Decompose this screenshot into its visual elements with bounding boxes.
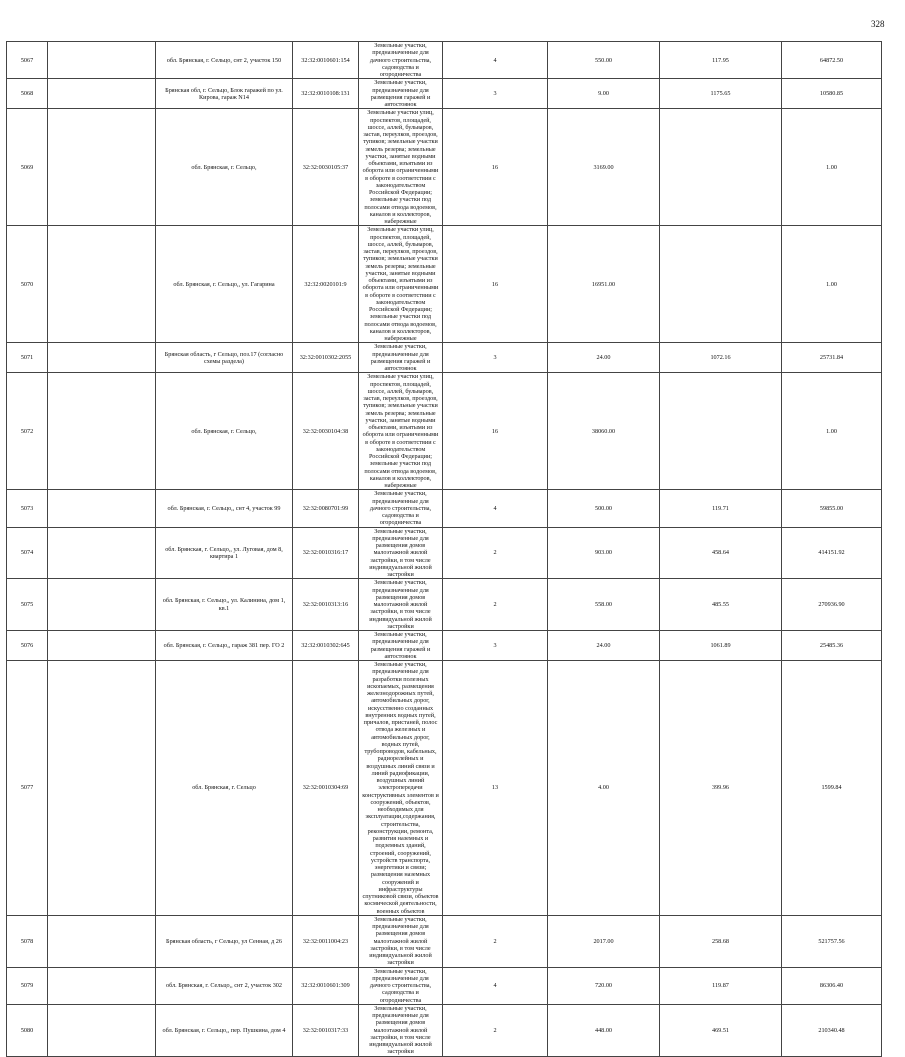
- blank-cell: [48, 631, 156, 661]
- blank-cell: [48, 79, 156, 109]
- land-use-purpose-cell: Земельные участки улиц, проспектов, площадей, шоссе, аллей, бульваров, застав, переулков, проездов, тупиков; земельные участки земель резерва; земельные участки, занятые водными объектами, изъятыми из оборота или ограниченными в обороте в соответствии с законодательством Российской Федерации; земельные участки под полосами отвода водоемов, каналов и коллекторов, набережные: [359, 109, 443, 226]
- blank-cell: [48, 967, 156, 1004]
- page-number: 328: [871, 19, 885, 29]
- specific-value-cell: 485.55: [660, 579, 782, 631]
- cadastral-value-cell: 1.00: [782, 226, 882, 343]
- cadastral-value-cell: 1.00: [782, 109, 882, 226]
- table-row: [7, 79, 882, 109]
- address-cell: обл. Брянская, г. Сельцо,, ул. Калинина, дом 1, кв.1: [156, 579, 293, 631]
- area-cell: 38060.00: [548, 373, 660, 490]
- group-number-cell: 4: [443, 490, 548, 527]
- area-cell: 903.00: [548, 527, 660, 579]
- table-row: [7, 226, 882, 343]
- group-number-cell: 2: [443, 1004, 548, 1056]
- cadastral-value-cell: 10580.85: [782, 79, 882, 109]
- table-row: [7, 109, 882, 226]
- land-use-purpose-cell: Земельные участки, предназначенные для размещения гаражей и автостоянок: [359, 79, 443, 109]
- area-cell: 4.00: [548, 661, 660, 916]
- specific-value-cell: 469.51: [660, 1004, 782, 1056]
- specific-value-cell: 1175.65: [660, 79, 782, 109]
- cadastral-number-cell: 32:32:0010302:2055: [293, 343, 359, 373]
- land-use-purpose-cell: Земельные участки, предназначенные для дачного строительства, садоводства и огородничества: [359, 967, 443, 1004]
- area-cell: 2017.00: [548, 915, 660, 967]
- address-cell: обл. Брянская, г. Сельцо,, пер. Пушкина, дом 4: [156, 1004, 293, 1056]
- group-number-cell: 16: [443, 373, 548, 490]
- land-use-purpose-cell: Земельные участки, предназначенные для размещения домов малоэтажной жилой застройки, в том числе индивидуальной жилой застройки: [359, 1004, 443, 1056]
- blank-cell: [48, 343, 156, 373]
- area-cell: 3169.00: [548, 109, 660, 226]
- table-row: [7, 42, 882, 79]
- blank-cell: [48, 1004, 156, 1056]
- row-id-cell: 5071: [7, 343, 48, 373]
- cadastral-number-cell: 32:32:0010317:33: [293, 1004, 359, 1056]
- blank-cell: [48, 915, 156, 967]
- cadastral-number-cell: 32:32:0010601:154: [293, 42, 359, 79]
- table-row: [7, 967, 882, 1004]
- group-number-cell: 4: [443, 42, 548, 79]
- row-id-cell: 5070: [7, 226, 48, 343]
- area-cell: 16951.00: [548, 226, 660, 343]
- row-id-cell: 5073: [7, 490, 48, 527]
- land-use-purpose-cell: Земельные участки улиц, проспектов, площадей, шоссе, аллей, бульваров, застав, переулков, проездов, тупиков; земельные участки земель резерва; земельные участки, занятые водными объектами, изъятыми из оборота или ограниченными в обороте в соответствии с законодательством Российской Федерации; земельные участки под полосами отвода водоемов, каналов и коллекторов, набережные: [359, 226, 443, 343]
- cadastral-value-cell: 414151.92: [782, 527, 882, 579]
- cadastral-value-cell: 1.00: [782, 373, 882, 490]
- area-cell: 550.00: [548, 42, 660, 79]
- specific-value-cell: [660, 373, 782, 490]
- land-use-purpose-cell: Земельные участки, предназначенные для дачного строительства, садоводства и огородничества: [359, 490, 443, 527]
- cadastral-number-cell: 32:32:0010108:131: [293, 79, 359, 109]
- area-cell: 720.00: [548, 967, 660, 1004]
- specific-value-cell: [660, 226, 782, 343]
- group-number-cell: 3: [443, 343, 548, 373]
- address-cell: обл. Брянская, г. Сельцо,: [156, 373, 293, 490]
- land-use-purpose-cell: Земельные участки, предназначенные для разработки полезных ископаемых, размещения железнодорожных путей, автомобильных дорог, искусственно созданных внутренних водных путей, причалов, пристаней, полос отвода железных и автомобильных дорог, водных путей, трубопроводов, кабельных, радиорелейных и воздушных линий связи и линий радиофикации, воздушных линий электропередачи конструктивных элементов и сооружений, объектов, необходимых для эксплуатации,содержания, строительства, реконструкции, ремонта, развития наземных и подземных зданий, строений, сооружений, устройств транспорта, энергетики и связи; размещения наземных сооружений и инфраструктуры спутниковой связи, объектов космической деятельности, военных объектов: [359, 661, 443, 916]
- address-cell: обл. Брянская, г. Сельцо,, ул. Гагарина: [156, 226, 293, 343]
- row-id-cell: 5078: [7, 915, 48, 967]
- cadastral-value-cell: 86306.40: [782, 967, 882, 1004]
- group-number-cell: 2: [443, 527, 548, 579]
- row-id-cell: 5077: [7, 661, 48, 916]
- cadastral-value-cell: 59855.00: [782, 490, 882, 527]
- land-use-purpose-cell: Земельные участки, предназначенные для размещения домов малоэтажной жилой застройки, в том числе индивидуальной жилой застройки: [359, 915, 443, 967]
- group-number-cell: 4: [443, 967, 548, 1004]
- table-row: [7, 631, 882, 661]
- row-id-cell: 5075: [7, 579, 48, 631]
- table-row: [7, 661, 882, 916]
- blank-cell: [48, 490, 156, 527]
- address-cell: обл. Брянская, г. Сельцо,, снт 2, участок 302: [156, 967, 293, 1004]
- table-row: [7, 1004, 882, 1056]
- table-row: [7, 527, 882, 579]
- land-use-purpose-cell: Земельные участки, предназначенные для размещения домов малоэтажной жилой застройки, в том числе индивидуальной жилой застройки: [359, 579, 443, 631]
- group-number-cell: 16: [443, 109, 548, 226]
- blank-cell: [48, 109, 156, 226]
- row-id-cell: 5069: [7, 109, 48, 226]
- area-cell: 558.00: [548, 579, 660, 631]
- blank-cell: [48, 373, 156, 490]
- address-cell: обл. Брянская, г. Сельцо,, ул. Луговая, дом 8, квартира 1: [156, 527, 293, 579]
- cadastral-number-cell: 32:32:0020101:9: [293, 226, 359, 343]
- row-id-cell: 5068: [7, 79, 48, 109]
- blank-cell: [48, 226, 156, 343]
- group-number-cell: 3: [443, 631, 548, 661]
- row-id-cell: 5080: [7, 1004, 48, 1056]
- cadastral-number-cell: 32:32:0030105:37: [293, 109, 359, 226]
- group-number-cell: 13: [443, 661, 548, 916]
- land-use-purpose-cell: Земельные участки, предназначенные для размещения домов малоэтажной жилой застройки, в том числе индивидуальной жилой застройки: [359, 527, 443, 579]
- blank-cell: [48, 661, 156, 916]
- address-cell: Брянская область, г Сельцо, поз.17 (согласно схемы раздела): [156, 343, 293, 373]
- cadastral-value-cell: 25485.36: [782, 631, 882, 661]
- table-row: [7, 373, 882, 490]
- land-use-purpose-cell: Земельные участки, предназначенные для дачного строительства, садоводства и огородничества: [359, 42, 443, 79]
- area-cell: 24.00: [548, 343, 660, 373]
- row-id-cell: 5074: [7, 527, 48, 579]
- area-cell: 24.00: [548, 631, 660, 661]
- cadastral-number-cell: 32:32:0010304:69: [293, 661, 359, 916]
- cadastral-number-cell: 32:32:0080701:99: [293, 490, 359, 527]
- address-cell: обл. Брянская, г. Сельцо,, снт 4, участок 99: [156, 490, 293, 527]
- table-row: [7, 490, 882, 527]
- area-cell: 9.00: [548, 79, 660, 109]
- specific-value-cell: 458.64: [660, 527, 782, 579]
- row-id-cell: 5076: [7, 631, 48, 661]
- cadastral-number-cell: 32:32:0010316:17: [293, 527, 359, 579]
- specific-value-cell: 399.96: [660, 661, 782, 916]
- cadastral-value-cell: 25731.84: [782, 343, 882, 373]
- table-row: [7, 579, 882, 631]
- specific-value-cell: 1061.89: [660, 631, 782, 661]
- land-use-purpose-cell: Земельные участки, предназначенные для размещения гаражей и автостоянок: [359, 343, 443, 373]
- specific-value-cell: 119.87: [660, 967, 782, 1004]
- land-use-purpose-cell: Земельные участки улиц, проспектов, площадей, шоссе, аллей, бульваров, застав, переулков, проездов, тупиков; земельные участки земель резерва; земельные участки, занятые водными объектами, изъятыми из оборота или ограниченными в обороте в соответствии с законодательством Российской Федерации; земельные участки под полосами отвода водоемов, каналов и коллекторов, набережные: [359, 373, 443, 490]
- specific-value-cell: [660, 109, 782, 226]
- cadastral-value-cell: 1599.84: [782, 661, 882, 916]
- cadastral-number-cell: 32:32:0011004:23: [293, 915, 359, 967]
- cadastral-value-cell: 64872.50: [782, 42, 882, 79]
- address-cell: обл. Брянская, г. Сельцо,, гараж 381 пер. ГО 2: [156, 631, 293, 661]
- cadastral-number-cell: 32:32:0030104:38: [293, 373, 359, 490]
- blank-cell: [48, 527, 156, 579]
- specific-value-cell: 119.71: [660, 490, 782, 527]
- group-number-cell: 3: [443, 79, 548, 109]
- table-row: [7, 915, 882, 967]
- cadastral-number-cell: 32:32:0010313:16: [293, 579, 359, 631]
- cadastral-value-table: [6, 41, 882, 1057]
- blank-cell: [48, 42, 156, 79]
- address-cell: Брянская область, г Сельцо, ул Сенная, д 26: [156, 915, 293, 967]
- land-use-purpose-cell: Земельные участки, предназначенные для размещения гаражей и автостоянок: [359, 631, 443, 661]
- area-cell: 500.00: [548, 490, 660, 527]
- group-number-cell: 2: [443, 915, 548, 967]
- group-number-cell: 2: [443, 579, 548, 631]
- cadastral-value-cell: 210340.48: [782, 1004, 882, 1056]
- cadastral-value-cell: 270936.90: [782, 579, 882, 631]
- cadastral-number-cell: 32:32:0010302:645: [293, 631, 359, 661]
- area-cell: 448.00: [548, 1004, 660, 1056]
- cadastral-number-cell: 32:32:0010601:309: [293, 967, 359, 1004]
- row-id-cell: 5079: [7, 967, 48, 1004]
- blank-cell: [48, 579, 156, 631]
- specific-value-cell: 1072.16: [660, 343, 782, 373]
- specific-value-cell: 258.68: [660, 915, 782, 967]
- group-number-cell: 16: [443, 226, 548, 343]
- cadastral-value-cell: 521757.56: [782, 915, 882, 967]
- specific-value-cell: 117.95: [660, 42, 782, 79]
- row-id-cell: 5072: [7, 373, 48, 490]
- table-row: [7, 343, 882, 373]
- address-cell: Брянская обл, г. Сельцо, Блок гаражей по ул. Кирова, гараж N14: [156, 79, 293, 109]
- address-cell: обл. Брянская, г. Сельцо, снт 2, участок 150: [156, 42, 293, 79]
- address-cell: обл. Брянская, г. Сельцо: [156, 661, 293, 916]
- address-cell: обл. Брянская, г. Сельцо,: [156, 109, 293, 226]
- row-id-cell: 5067: [7, 42, 48, 79]
